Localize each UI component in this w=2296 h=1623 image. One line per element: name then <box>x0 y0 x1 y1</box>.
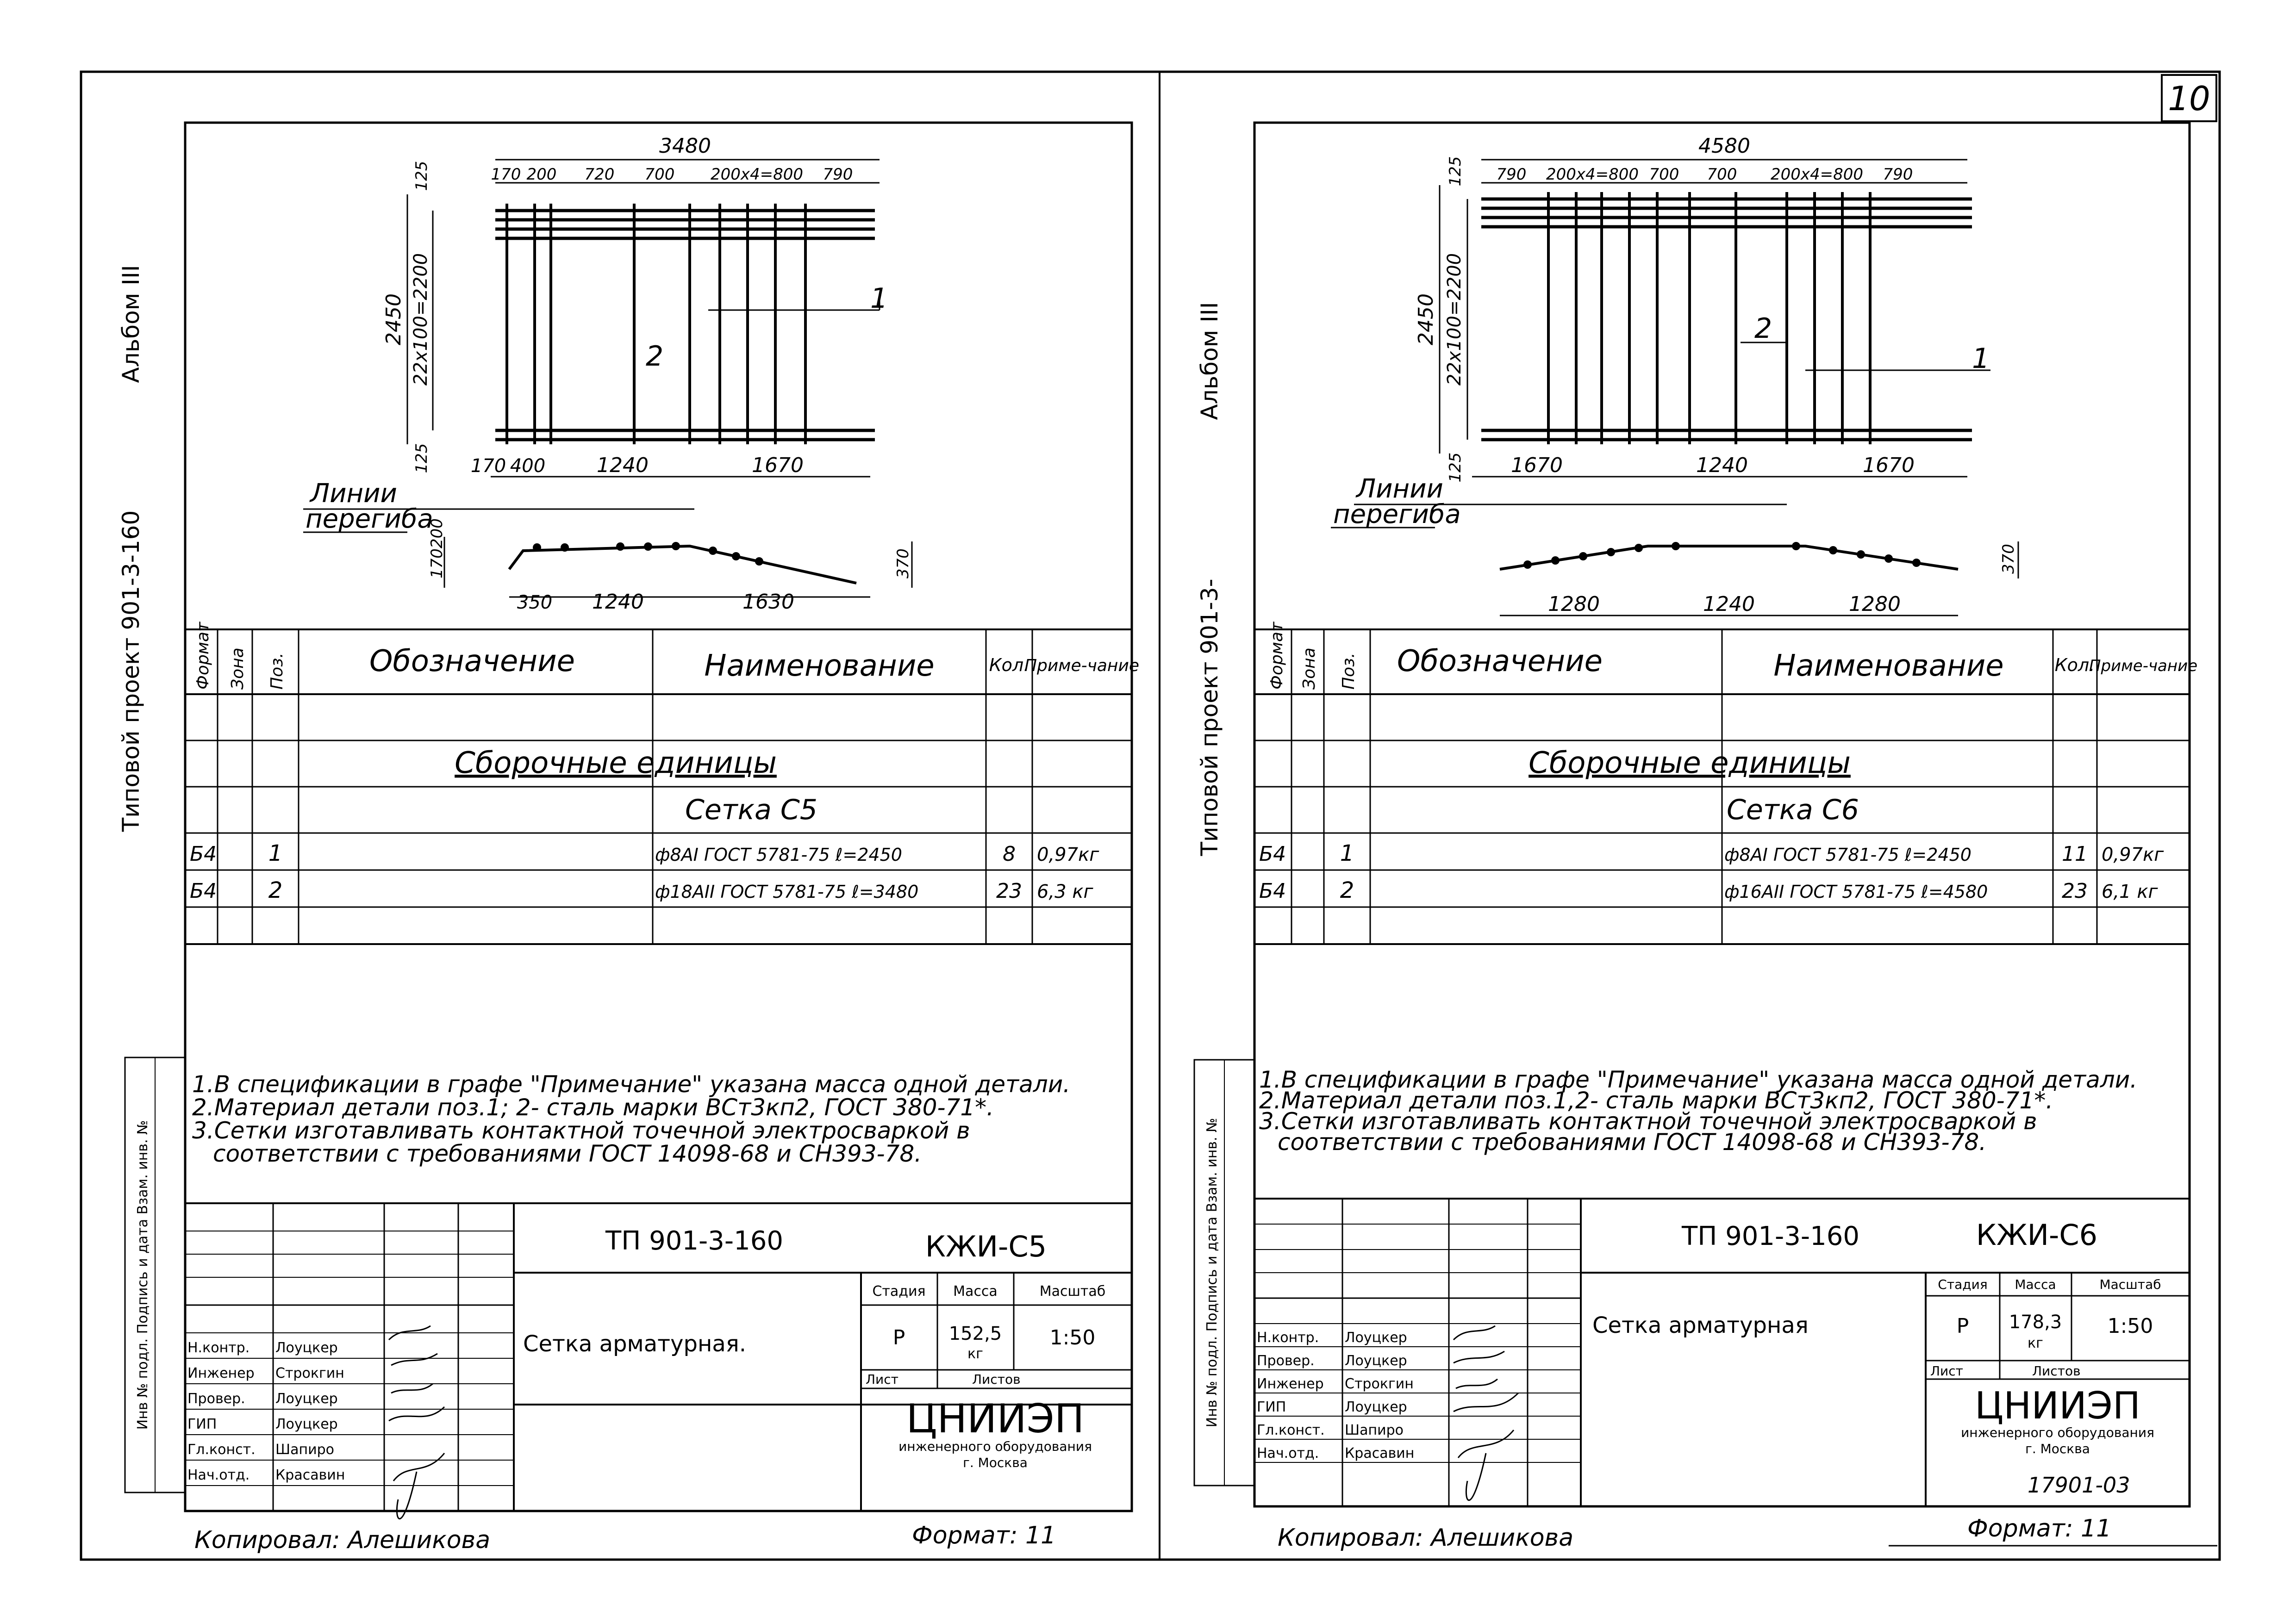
spec-table-r <box>1254 622 2197 944</box>
dim-top-r-4: 200x4=800 <box>1770 165 1864 184</box>
note-4-r: соответствии с требованиями ГОСТ 14098-68 и СН393-78. <box>1278 1129 1987 1156</box>
tb-staff-r-5-role: Гл.конст. <box>1257 1422 1325 1438</box>
profile-dim-0: 350 <box>517 592 553 613</box>
profile-dim-1: 1240 <box>592 590 644 614</box>
dim-bottom-r-0: 1670 <box>1511 454 1563 477</box>
spec-row-1-qty: 8 <box>1003 842 1016 866</box>
tb-staff-1-name: Лоуцкер <box>275 1340 338 1356</box>
tb-staff-r-5-name: Шапиро <box>1345 1422 1404 1438</box>
spec-header-pos: Поз. <box>268 653 287 690</box>
tb-title-r: Сетка арматурная <box>1592 1312 1809 1338</box>
tb-staff-r-4-name: Лоуцкер <box>1345 1399 1407 1415</box>
tb-staff-1-role: Н.контр. <box>187 1340 250 1356</box>
pos-1-label: 1 <box>870 282 888 315</box>
dim-left-bottom-gap: 125 <box>412 443 431 473</box>
tb-mass-label: Масса <box>953 1283 998 1300</box>
tb-org-sub: инженерного оборудования <box>898 1439 1092 1454</box>
spec-row-2-note-r: 6,1 кг <box>2102 881 2158 902</box>
spec-header-qty: Кол. <box>989 655 1029 675</box>
tb-staff-r-4-role: ГИП <box>1257 1399 1286 1415</box>
side-project-label-r: Типовой проект 901-3- <box>1196 578 1223 856</box>
tb-mass-r: 178,3 <box>2009 1312 2062 1333</box>
sheet-right <box>1194 123 2217 1552</box>
dim-left-top-gap-r: 125 <box>1446 156 1465 187</box>
tb-scale-label-r: Масштаб <box>2099 1277 2161 1292</box>
spec-header-zone: Зона <box>228 647 247 690</box>
spec-header-qty-r: Кол. <box>2054 655 2095 675</box>
spec-row-2-name-r: ф16АII ГОСТ 5781-75 ℓ=4580 <box>1724 882 1988 902</box>
tb-staff-2-role: Инженер <box>187 1365 255 1381</box>
tb-sheet-label-r: Лист <box>1930 1363 1963 1379</box>
pos-1-label-r: 1 <box>1972 342 1990 375</box>
spec-item-title-r: Сетка С6 <box>1727 794 1859 826</box>
spec-header-name-r: Наименование <box>1773 649 2004 683</box>
title-block-r <box>1254 1199 2190 1506</box>
tb-org-city-r: г. Москва <box>2025 1441 2090 1456</box>
tb-stage-label: Стадия <box>872 1283 926 1300</box>
spec-row-1-note: 0,97кг <box>1037 844 1099 865</box>
tb-staff-5-name: Шапиро <box>275 1442 334 1458</box>
dim-top-r-2: 700 <box>1649 165 1679 184</box>
page-number: 10 <box>2168 79 2210 118</box>
dim-top-3: 700 <box>644 165 675 184</box>
tb-stage-label-r: Стадия <box>1938 1277 1988 1292</box>
dim-bottom-1: 400 <box>510 455 546 477</box>
note-4: соответствии с требованиями ГОСТ 14098-68 и СН393-78. <box>213 1140 922 1167</box>
dim-top-0: 170 <box>491 165 521 184</box>
tb-staff-r-1-role: Н.контр. <box>1257 1330 1319 1346</box>
spec-row-2-pos-r: 2 <box>1340 877 1354 903</box>
spec-table <box>185 622 1139 944</box>
tb-staff-6-name: Красавин <box>275 1467 345 1483</box>
tb-mass: 152,5 <box>948 1323 1002 1344</box>
dim-top-2: 720 <box>584 165 615 184</box>
spec-row-2-note: 6,3 кг <box>1037 881 1093 902</box>
tb-stage-r: Р <box>1956 1314 1969 1338</box>
tb-scale-r: 1:50 <box>2107 1314 2153 1338</box>
profile-dim-r-2: 1280 <box>1849 592 1901 616</box>
dim-top-5: 790 <box>823 165 853 184</box>
spec-section-title: Сборочные единицы <box>455 746 777 780</box>
side-project-label: Типовой проект 901-3-160 <box>118 510 144 832</box>
spec-header-format: Формат <box>193 622 212 690</box>
tb-sheets-label-r: Листов <box>2032 1363 2081 1379</box>
side-stamp-label: Инв № подл. Подпись и дата Взам. инв. № <box>135 1120 151 1430</box>
pos-2-label-r: 2 <box>1754 312 1772 345</box>
tb-staff-6-role: Нач.отд. <box>187 1467 250 1483</box>
spec-row-2-format: Б4 <box>190 879 217 903</box>
tb-staff-r-1-name: Лоуцкер <box>1345 1330 1407 1346</box>
tb-staff-r-2-role: Провер. <box>1257 1353 1315 1369</box>
tb-org-city: г. Москва <box>963 1455 1028 1470</box>
profile-dim-right-r: 370 <box>1999 544 2018 574</box>
tb-mass-label-r: Масса <box>2015 1277 2056 1292</box>
copied-by-r: Копировал: Алешикова <box>1278 1524 1574 1552</box>
tb-staff-r-3-name: Строкгин <box>1345 1376 1414 1392</box>
bend-label-2-r: перегиба <box>1333 499 1461 529</box>
tb-staff-r-6-name: Красавин <box>1345 1445 1415 1461</box>
dim-bottom-2: 1240 <box>597 454 649 477</box>
side-album-label: Альбом III <box>118 265 144 383</box>
tb-sheet-code-r: КЖИ-С6 <box>1976 1218 2098 1252</box>
profile-dim-right: 370 <box>894 548 912 578</box>
dim-left-inner: 22x100=2200 <box>410 253 431 386</box>
tb-mass-unit-r: кг <box>2028 1335 2043 1351</box>
tb-project-code: ТП 901-3-160 <box>605 1226 783 1256</box>
footer-code: 17901-03 <box>2028 1473 2130 1498</box>
spec-header-note: Приме-чание <box>1024 656 1140 675</box>
profile-dim-r-0: 1280 <box>1548 592 1600 616</box>
dim-top-r-3: 700 <box>1707 165 1737 184</box>
note-1-r: 1.В спецификации в графе "Примечание" указана масса одной детали. <box>1259 1066 2138 1093</box>
dim-bottom-r-2: 1670 <box>1863 454 1915 477</box>
dim-bottom-r-1: 1240 <box>1696 454 1748 477</box>
spec-row-2-pos: 2 <box>268 877 283 903</box>
spec-row-1-note-r: 0,97кг <box>2102 844 2164 865</box>
bend-label-1-r: Линии <box>1356 474 1443 504</box>
spec-section-title-r: Сборочные единицы <box>1529 746 1851 780</box>
note-1: 1.В спецификации в графе "Примечание" указана масса одной детали. <box>192 1071 1071 1098</box>
sheet-format: Формат: 11 <box>912 1522 1056 1549</box>
dim-top-1: 200 <box>526 165 557 184</box>
dim-left-total-r: 2450 <box>1414 293 1438 345</box>
pos-2-label: 2 <box>646 340 664 373</box>
tb-org-name-r: ЦНИИЭП <box>1975 1384 2140 1427</box>
spec-header-note-r: Приме-чание <box>2089 657 2198 675</box>
sheet-left-frame <box>185 123 1132 1511</box>
tb-staff-4-name: Лоуцкер <box>275 1416 338 1432</box>
tb-staff-r-6-role: Нач.отд. <box>1257 1445 1319 1461</box>
mesh-plan-r <box>1414 134 1990 482</box>
tb-project-code-r: ТП 901-3-160 <box>1682 1221 1859 1251</box>
signatures-r <box>1454 1326 1518 1500</box>
mesh-profile-r <box>1500 541 2018 616</box>
spec-row-1-name-r: ф8АI ГОСТ 5781-75 ℓ=2450 <box>1724 845 1972 865</box>
spec-row-1-pos: 1 <box>268 840 283 866</box>
title-block <box>185 1203 1132 1519</box>
spec-header-designation-r: Обозначение <box>1397 644 1603 678</box>
dim-left-top-gap: 125 <box>412 161 431 191</box>
tb-title: Сетка арматурная. <box>523 1331 746 1357</box>
tb-sheet-label: Лист <box>866 1372 898 1387</box>
note-3: 3.Сетки изготавливать контактной точечной электросваркой в <box>192 1117 970 1144</box>
spec-header-pos-r: Поз. <box>1339 653 1358 690</box>
spec-row-1-pos-r: 1 <box>1340 840 1354 866</box>
note-3-r: 3.Сетки изготавливать контактной точечной электросваркой в <box>1259 1108 2037 1135</box>
spec-header-designation: Обозначение <box>369 644 575 678</box>
spec-row-2-format-r: Б4 <box>1259 879 1286 903</box>
dim-left-bottom-gap-r: 125 <box>1446 452 1465 483</box>
mesh-plan <box>382 134 888 477</box>
dim-total-top-r: 4580 <box>1698 134 1750 158</box>
dim-top-r-0: 790 <box>1496 165 1527 184</box>
tb-staff-2-name: Строкгин <box>275 1365 344 1381</box>
side-album-label-r: Альбом III <box>1196 302 1223 420</box>
spec-header-zone-r: Зона <box>1300 647 1319 690</box>
sheet-left <box>118 123 1139 1554</box>
spec-header-format-r: Формат <box>1267 622 1286 690</box>
tb-staff-3-name: Лоуцкер <box>275 1391 338 1407</box>
dim-total-top: 3480 <box>659 134 711 158</box>
dim-top-r-1: 200x4=800 <box>1546 165 1639 184</box>
mesh-profile <box>428 518 912 614</box>
spec-row-1-qty-r: 11 <box>2062 842 2088 866</box>
sheet-format-r: Формат: 11 <box>1967 1515 2112 1542</box>
profile-dim-r-1: 1240 <box>1703 592 1755 616</box>
dim-left-inner-r: 22x100=2200 <box>1444 253 1465 386</box>
tb-staff-4-role: ГИП <box>187 1416 217 1432</box>
spec-row-1-name: ф8АI ГОСТ 5781-75 ℓ=2450 <box>655 845 902 865</box>
spec-row-2-qty: 23 <box>996 879 1022 903</box>
tb-staff-r-2-name: Лоуцкер <box>1345 1353 1407 1369</box>
spec-row-2-qty-r: 23 <box>2062 879 2088 903</box>
dim-top-r-5: 790 <box>1883 165 1913 184</box>
spec-item-title: Сетка С5 <box>685 794 817 826</box>
tb-stage: Р <box>892 1326 905 1349</box>
dim-top-4: 200x4=800 <box>710 165 804 184</box>
profile-dim-left-2: 200 <box>428 518 446 548</box>
tb-sheet-code: КЖИ-С5 <box>925 1230 1047 1263</box>
tb-scale: 1:50 <box>1049 1326 1096 1349</box>
notes-r <box>1259 1066 2137 1156</box>
note-2-r: 2.Материал детали поз.1,2- сталь марки ВСт3кп2, ГОСТ 380-71*. <box>1259 1087 2053 1114</box>
tb-mass-unit: кг <box>967 1346 983 1362</box>
bend-label-1: Линии <box>310 479 397 509</box>
note-2: 2.Материал детали поз.1; 2- сталь марки ВСт3кп2, ГОСТ 380-71*. <box>192 1094 994 1121</box>
tb-staff-r-3-role: Инженер <box>1257 1376 1324 1392</box>
spec-row-1-format-r: Б4 <box>1259 842 1286 866</box>
profile-dim-left-1: 170 <box>428 548 446 578</box>
tb-staff-5-role: Гл.конст. <box>187 1442 256 1458</box>
copied-by: Копировал: Алешикова <box>194 1526 491 1554</box>
tb-scale-label: Масштаб <box>1039 1283 1106 1300</box>
spec-header-name: Наименование <box>704 649 935 683</box>
tb-org-name: ЦНИИЭП <box>906 1396 1085 1442</box>
dim-left-total: 2450 <box>382 293 406 345</box>
tb-staff-3-role: Провер. <box>187 1391 245 1407</box>
spec-row-1-format: Б4 <box>190 842 217 866</box>
dim-bottom-3: 1670 <box>752 454 804 477</box>
tb-org-sub-r: инженерного оборудования <box>1961 1425 2154 1440</box>
signatures <box>389 1326 444 1519</box>
dim-bottom-0: 170 <box>470 455 506 477</box>
side-stamp-label-r: Инв № подл. Подпись и дата Взам. инв. № <box>1204 1118 1220 1428</box>
bend-label-2: перегиба <box>306 504 433 534</box>
spec-row-2-name: ф18АII ГОСТ 5781-75 ℓ=3480 <box>655 882 919 902</box>
tb-sheets-label: Листов <box>972 1372 1021 1387</box>
profile-dim-2: 1630 <box>742 590 794 614</box>
notes <box>192 1071 1070 1167</box>
